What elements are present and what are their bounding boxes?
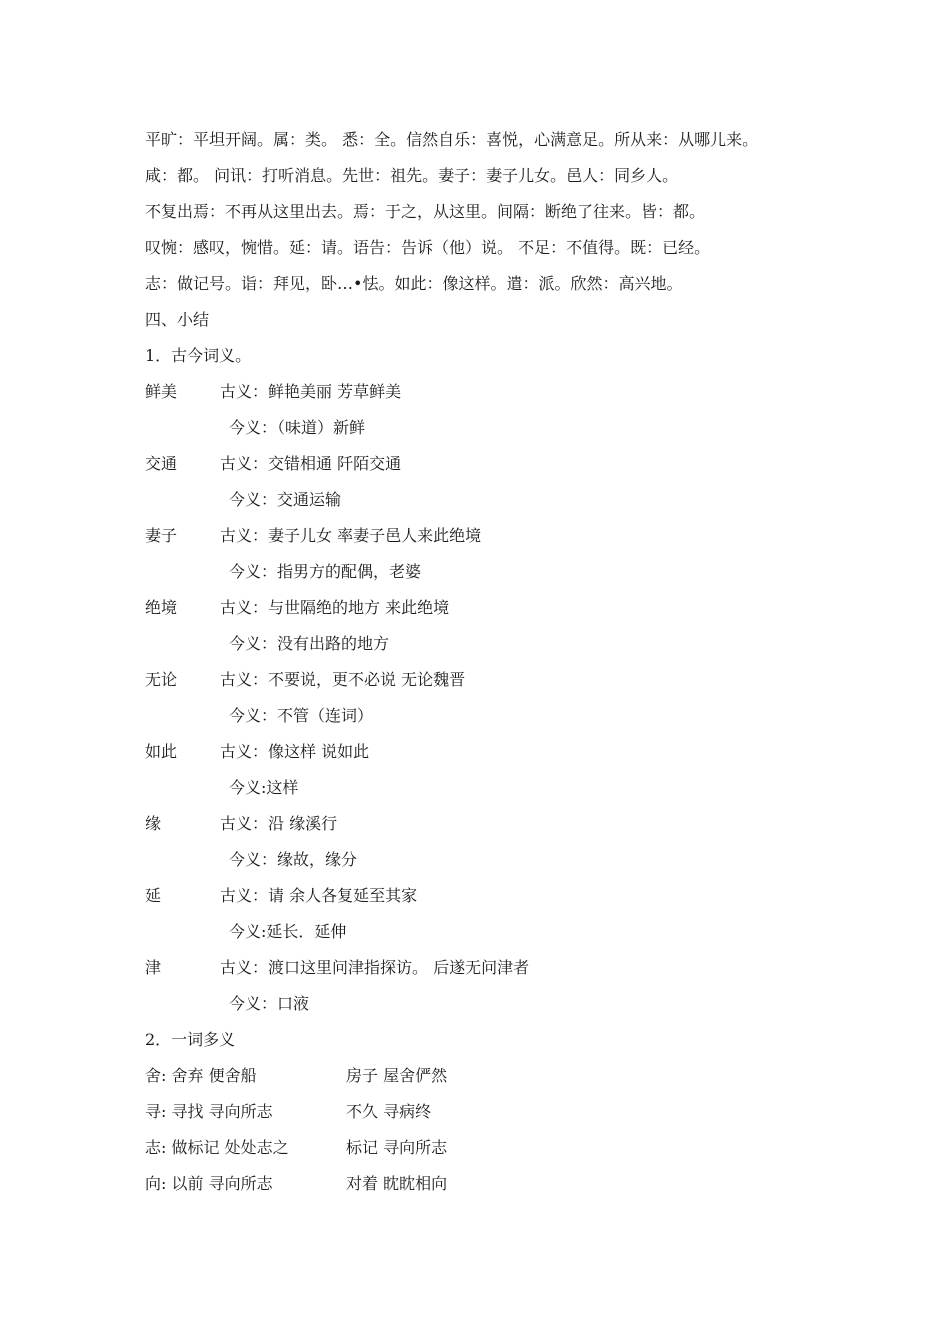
modern-meaning: 今义：不管（连词） [229, 706, 374, 725]
document-content [145, 122, 845, 1202]
word-term: 交通 [145, 454, 178, 473]
polysemy-meaning-1: 寻: 寻找 寻向所志 [145, 1102, 273, 1121]
word-entry-modern [145, 986, 845, 1022]
word-term: 延 [145, 886, 162, 905]
word-term: 妻子 [145, 526, 178, 545]
ancient-meaning: 古义：渡口这里问津指探访。 后遂无问津者 [220, 958, 530, 977]
polysemy-meaning-1: 舍: 舍弃 便舍船 [145, 1066, 257, 1085]
ancient-meaning: 古义：像这样 说如此 [220, 742, 370, 761]
modern-meaning: 今义：指男方的配偶，老婆 [229, 562, 422, 581]
note-line-2: 咸：都。 问讯：打听消息。先世：祖先。妻子：妻子儿女。邑人：同乡人。 [145, 166, 679, 185]
word-term: 津 [145, 958, 162, 977]
polysemy-row [145, 1094, 845, 1130]
word-entry-modern [145, 482, 845, 518]
section-1-title: 1．古今词义。 [145, 346, 252, 365]
modern-meaning: 今义：缘故，缘分 [229, 850, 358, 869]
word-entry-modern [145, 410, 845, 446]
word-entry-ancient [145, 374, 845, 410]
word-entry-modern [145, 914, 845, 950]
ancient-meaning: 古义：沿 缘溪行 [220, 814, 338, 833]
word-entry-ancient [145, 950, 845, 986]
modern-meaning: 今义：（味道）新鲜 [229, 418, 366, 437]
note-line-5: 志：做记号。诣：拜见，卧…•怯。如此：像这样。遣：派。欣然：高兴地。 [145, 274, 683, 293]
modern-meaning: 今义:延长．延伸 [229, 922, 347, 941]
word-term: 绝境 [145, 598, 178, 617]
polysemy-row [145, 1130, 845, 1166]
word-term: 无论 [145, 670, 178, 689]
polysemy-meaning-2: 不久 寻病终 [346, 1102, 432, 1121]
section-2-title: 2．一词多义 [145, 1030, 236, 1049]
polysemy-meaning-1: 志: 做标记 处处志之 [145, 1138, 289, 1157]
word-entry-ancient [145, 518, 845, 554]
modern-meaning: 今义：口液 [229, 994, 310, 1013]
ancient-meaning: 古义：鲜艳美丽 芳草鲜美 [220, 382, 402, 401]
word-entry-ancient [145, 590, 845, 626]
polysemy-meaning-2: 标记 寻向所志 [346, 1138, 448, 1157]
word-entry-modern [145, 842, 845, 878]
polysemy-meaning-1: 向: 以前 寻向所志 [145, 1174, 273, 1193]
polysemy-meaning-2: 房子 屋舍俨然 [346, 1066, 448, 1085]
word-entry-ancient [145, 878, 845, 914]
note-line-3: 不复出焉：不再从这里出去。焉：于之，从这里。间隔：断绝了往来。皆：都。 [145, 202, 706, 221]
word-entry-ancient [145, 662, 845, 698]
word-term: 鲜美 [145, 382, 178, 401]
polysemy-row [145, 1166, 845, 1202]
word-entry-modern [145, 698, 845, 734]
polysemy-meaning-2: 对着 眈眈相向 [346, 1174, 448, 1193]
polysemy-row [145, 1058, 845, 1094]
word-term: 缘 [145, 814, 162, 833]
word-entry-ancient [145, 734, 845, 770]
word-meanings-list [145, 374, 845, 1022]
summary-heading: 四、小结 [145, 310, 210, 329]
modern-meaning: 今义:这样 [229, 778, 299, 797]
word-entry-ancient [145, 806, 845, 842]
word-entry-modern [145, 554, 845, 590]
modern-meaning: 今义：交通运输 [229, 490, 342, 509]
ancient-meaning: 古义：不要说，更不必说 无论魏晋 [220, 670, 466, 689]
note-line-1: 平旷：平坦开阔。属：类。 悉：全。信然自乐：喜悦，心满意足。所从来：从哪儿来。 [145, 130, 759, 149]
word-term: 如此 [145, 742, 178, 761]
word-entry-modern [145, 626, 845, 662]
modern-meaning: 今义：没有出路的地方 [229, 634, 390, 653]
ancient-meaning: 古义：与世隔绝的地方 来此绝境 [220, 598, 450, 617]
ancient-meaning: 古义：妻子儿女 率妻子邑人来此绝境 [220, 526, 482, 545]
note-line-4: 叹惋：感叹，惋惜。延：请。语告：告诉（他）说。 不足：不值得。既：已经。 [145, 238, 711, 257]
ancient-meaning: 古义：交错相通 阡陌交通 [220, 454, 402, 473]
ancient-meaning: 古义：请 余人各复延至其家 [220, 886, 418, 905]
polysemy-list [145, 1058, 845, 1202]
word-entry-modern [145, 770, 845, 806]
word-entry-ancient [145, 446, 845, 482]
